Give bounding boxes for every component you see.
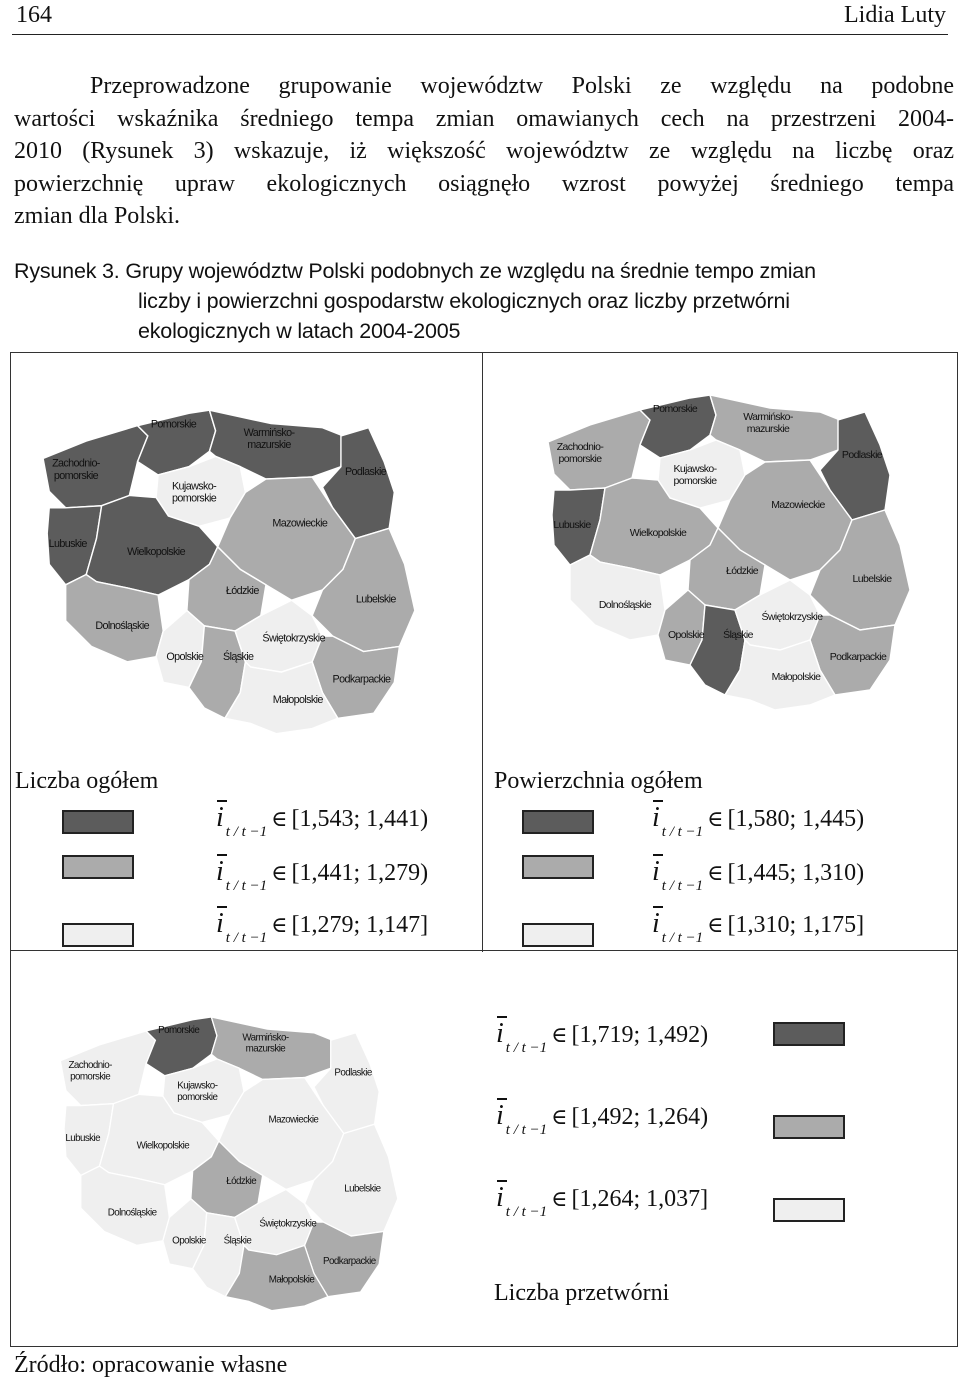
map-liczba-przetworni: [50, 975, 410, 1320]
map-label-kujawsko: pomorskie: [171, 492, 217, 505]
map-label-zachodniopomorskie: pomorskie: [558, 453, 602, 465]
map-label-warminsko: Warmińsko-: [743, 411, 793, 423]
map-label-swietokrzyskie: Świętokrzyskie: [761, 611, 823, 623]
caption-line: Rysunek 3. Grupy województw Polski podobnych ze względu na średnie tempo zmian: [14, 259, 816, 283]
figure-3: [0, 350, 960, 1350]
legend-title-powierzchnia: Powierzchnia ogółem: [494, 768, 703, 794]
map-label-podkarpackie: Podkarpackie: [332, 673, 391, 686]
map-label-podlaskie: Podlaskie: [334, 1067, 372, 1079]
map-label-kujawsko: Kujawsko-: [673, 463, 717, 475]
legend-title-liczba: Liczba ogółem: [15, 768, 159, 794]
map-label-wielkopolskie: Wielkopolskie: [127, 546, 185, 559]
map-label-podkarpackie: Podkarpackie: [323, 1256, 376, 1268]
paragraph-line: wartości wskaźnika średniego tempa zmian omawianych cech na przestrzeni 2004-: [14, 105, 954, 132]
map-label-opolskie: Opolskie: [166, 650, 204, 663]
map-label-zachodniopomorskie: Zachodnio-: [556, 441, 604, 453]
map-label-slaskie: Śląskie: [223, 1235, 252, 1247]
page-number: 164: [16, 2, 52, 28]
map-label-podkarpackie: Podkarpackie: [829, 651, 887, 663]
caption-line: ekologicznych w latach 2004-2005: [138, 319, 461, 343]
map-label-lubelskie: Lubelskie: [344, 1183, 381, 1195]
map-label-wielkopolskie: Wielkopolskie: [136, 1140, 190, 1152]
map-label-wielkopolskie: Wielkopolskie: [629, 527, 687, 539]
map-label-kujawsko: Kujawsko-: [171, 480, 217, 493]
legend-range: it / t −1∈ [1,492; 1,264): [496, 1100, 709, 1138]
caption-line: liczby i powierzchni gospodarstw ekologicznych oraz liczby przetwórni: [138, 289, 790, 313]
map-label-swietokrzyskie: Świętokrzyskie: [262, 632, 325, 645]
legend-swatch-light: [62, 923, 134, 947]
map-label-kujawsko: pomorskie: [177, 1091, 218, 1103]
map-label-pomorskie: Pomorskie: [150, 418, 197, 431]
legend-title-przetwornie: Liczba przetwórni: [494, 1280, 670, 1306]
map-label-podlaskie: Podlaskie: [344, 465, 387, 478]
map-label-lodzkie: Łódzkie: [726, 565, 758, 577]
map-label-dolnoslaskie: Dolnośląskie: [95, 619, 149, 632]
figure-caption: [14, 256, 934, 346]
map-label-pomorskie: Pomorskie: [158, 1024, 200, 1036]
map-label-warminsko: mazurskie: [247, 439, 291, 452]
legend-swatch-light: [522, 923, 594, 947]
map-label-lubelskie: Lubelskie: [852, 573, 892, 585]
legend-range: it / t −1∈ [1,441; 1,279): [216, 856, 429, 894]
map-label-kujawsko: Kujawsko-: [177, 1080, 218, 1092]
legend-swatch-medium: [62, 855, 134, 879]
map-label-slaskie: Śląskie: [223, 650, 254, 663]
legend-range: it / t −1∈ [1,445; 1,310): [652, 856, 865, 894]
legend-swatch-dark: [522, 810, 594, 834]
map-label-lubuskie: Lubuskie: [48, 537, 87, 550]
legend-range: it / t −1∈ [1,310; 1,175]: [652, 908, 865, 946]
source-note: Źródło: opracowanie własne: [14, 1352, 288, 1378]
map-label-kujawsko: pomorskie: [673, 475, 717, 487]
map-label-mazowieckie: Mazowieckie: [771, 499, 825, 511]
figure-divider: [482, 352, 483, 952]
map-label-pomorskie: Pomorskie: [652, 403, 698, 415]
map-label-zachodniopomorskie: pomorskie: [53, 470, 99, 483]
figure-divider: [10, 950, 958, 951]
running-author: Lidia Luty: [844, 2, 946, 28]
map-label-warminsko: Warmińsko-: [243, 426, 295, 439]
map-label-lodzkie: Łódzkie: [225, 585, 259, 598]
map-label-zachodniopomorskie: pomorskie: [70, 1071, 111, 1083]
paragraph-line: zmian dla Polski.: [14, 203, 180, 229]
map-powierzchnia-ogolem: [520, 350, 940, 720]
map-label-opolskie: Opolskie: [667, 629, 705, 641]
legend-range: it / t −1∈ [1,264; 1,037]: [496, 1182, 709, 1220]
map-label-mazowieckie: Mazowieckie: [272, 517, 328, 530]
paragraph-line: 2010 (Rysunek 3) wskazuje, iż większość województw ze względu na liczbę oraz: [14, 138, 954, 164]
map-label-warminsko: Warmińsko-: [242, 1032, 289, 1044]
legend-swatch-dark: [773, 1022, 845, 1046]
legend-range: it / t −1∈ [1,279; 1,147]: [216, 908, 429, 946]
page-header: [12, 0, 948, 35]
map-label-warminsko: mazurskie: [245, 1043, 286, 1055]
map-label-warminsko: mazurskie: [746, 423, 790, 435]
legend-swatch-light: [773, 1198, 845, 1222]
map-label-lubuskie: Lubuskie: [553, 519, 591, 531]
map-label-mazowieckie: Mazowieckie: [268, 1114, 319, 1126]
legend-swatch-medium: [522, 855, 594, 879]
paragraph-line: Przeprowadzone grupowanie województw Polski ze względu na podobne: [90, 73, 954, 99]
map-label-malopolskie: Małopolskie: [272, 693, 323, 706]
map-label-dolnoslaskie: Dolnośląskie: [598, 599, 652, 611]
map-label-zachodniopomorskie: Zachodnio-: [52, 457, 100, 470]
map-label-podlaskie: Podlaskie: [841, 449, 883, 461]
body-paragraph: [14, 70, 954, 233]
map-label-dolnoslaskie: Dolnośląskie: [107, 1207, 157, 1219]
map-label-swietokrzyskie: Świętokrzyskie: [259, 1218, 317, 1230]
map-label-lodzkie: Łódzkie: [226, 1175, 257, 1187]
map-label-malopolskie: Małopolskie: [771, 671, 821, 683]
legend-swatch-dark: [62, 810, 134, 834]
map-label-lubuskie: Lubuskie: [65, 1132, 101, 1144]
paragraph-line: powierzchnię upraw ekologicznych osiągnęło wzrost powyżej średniego tempa: [14, 170, 954, 197]
legend-swatch-medium: [773, 1115, 845, 1139]
map-liczba-ogolem: [30, 364, 430, 744]
legend-range: it / t −1∈ [1,543; 1,441): [216, 802, 429, 840]
map-label-malopolskie: Małopolskie: [268, 1274, 315, 1286]
map-label-zachodniopomorskie: Zachodnio-: [68, 1060, 112, 1072]
legend-range: it / t −1∈ [1,719; 1,492): [496, 1018, 709, 1056]
map-label-opolskie: Opolskie: [172, 1235, 206, 1247]
map-label-slaskie: Śląskie: [723, 629, 753, 641]
legend-range: it / t −1∈ [1,580; 1,445): [652, 802, 865, 840]
map-label-lubelskie: Lubelskie: [355, 593, 396, 606]
